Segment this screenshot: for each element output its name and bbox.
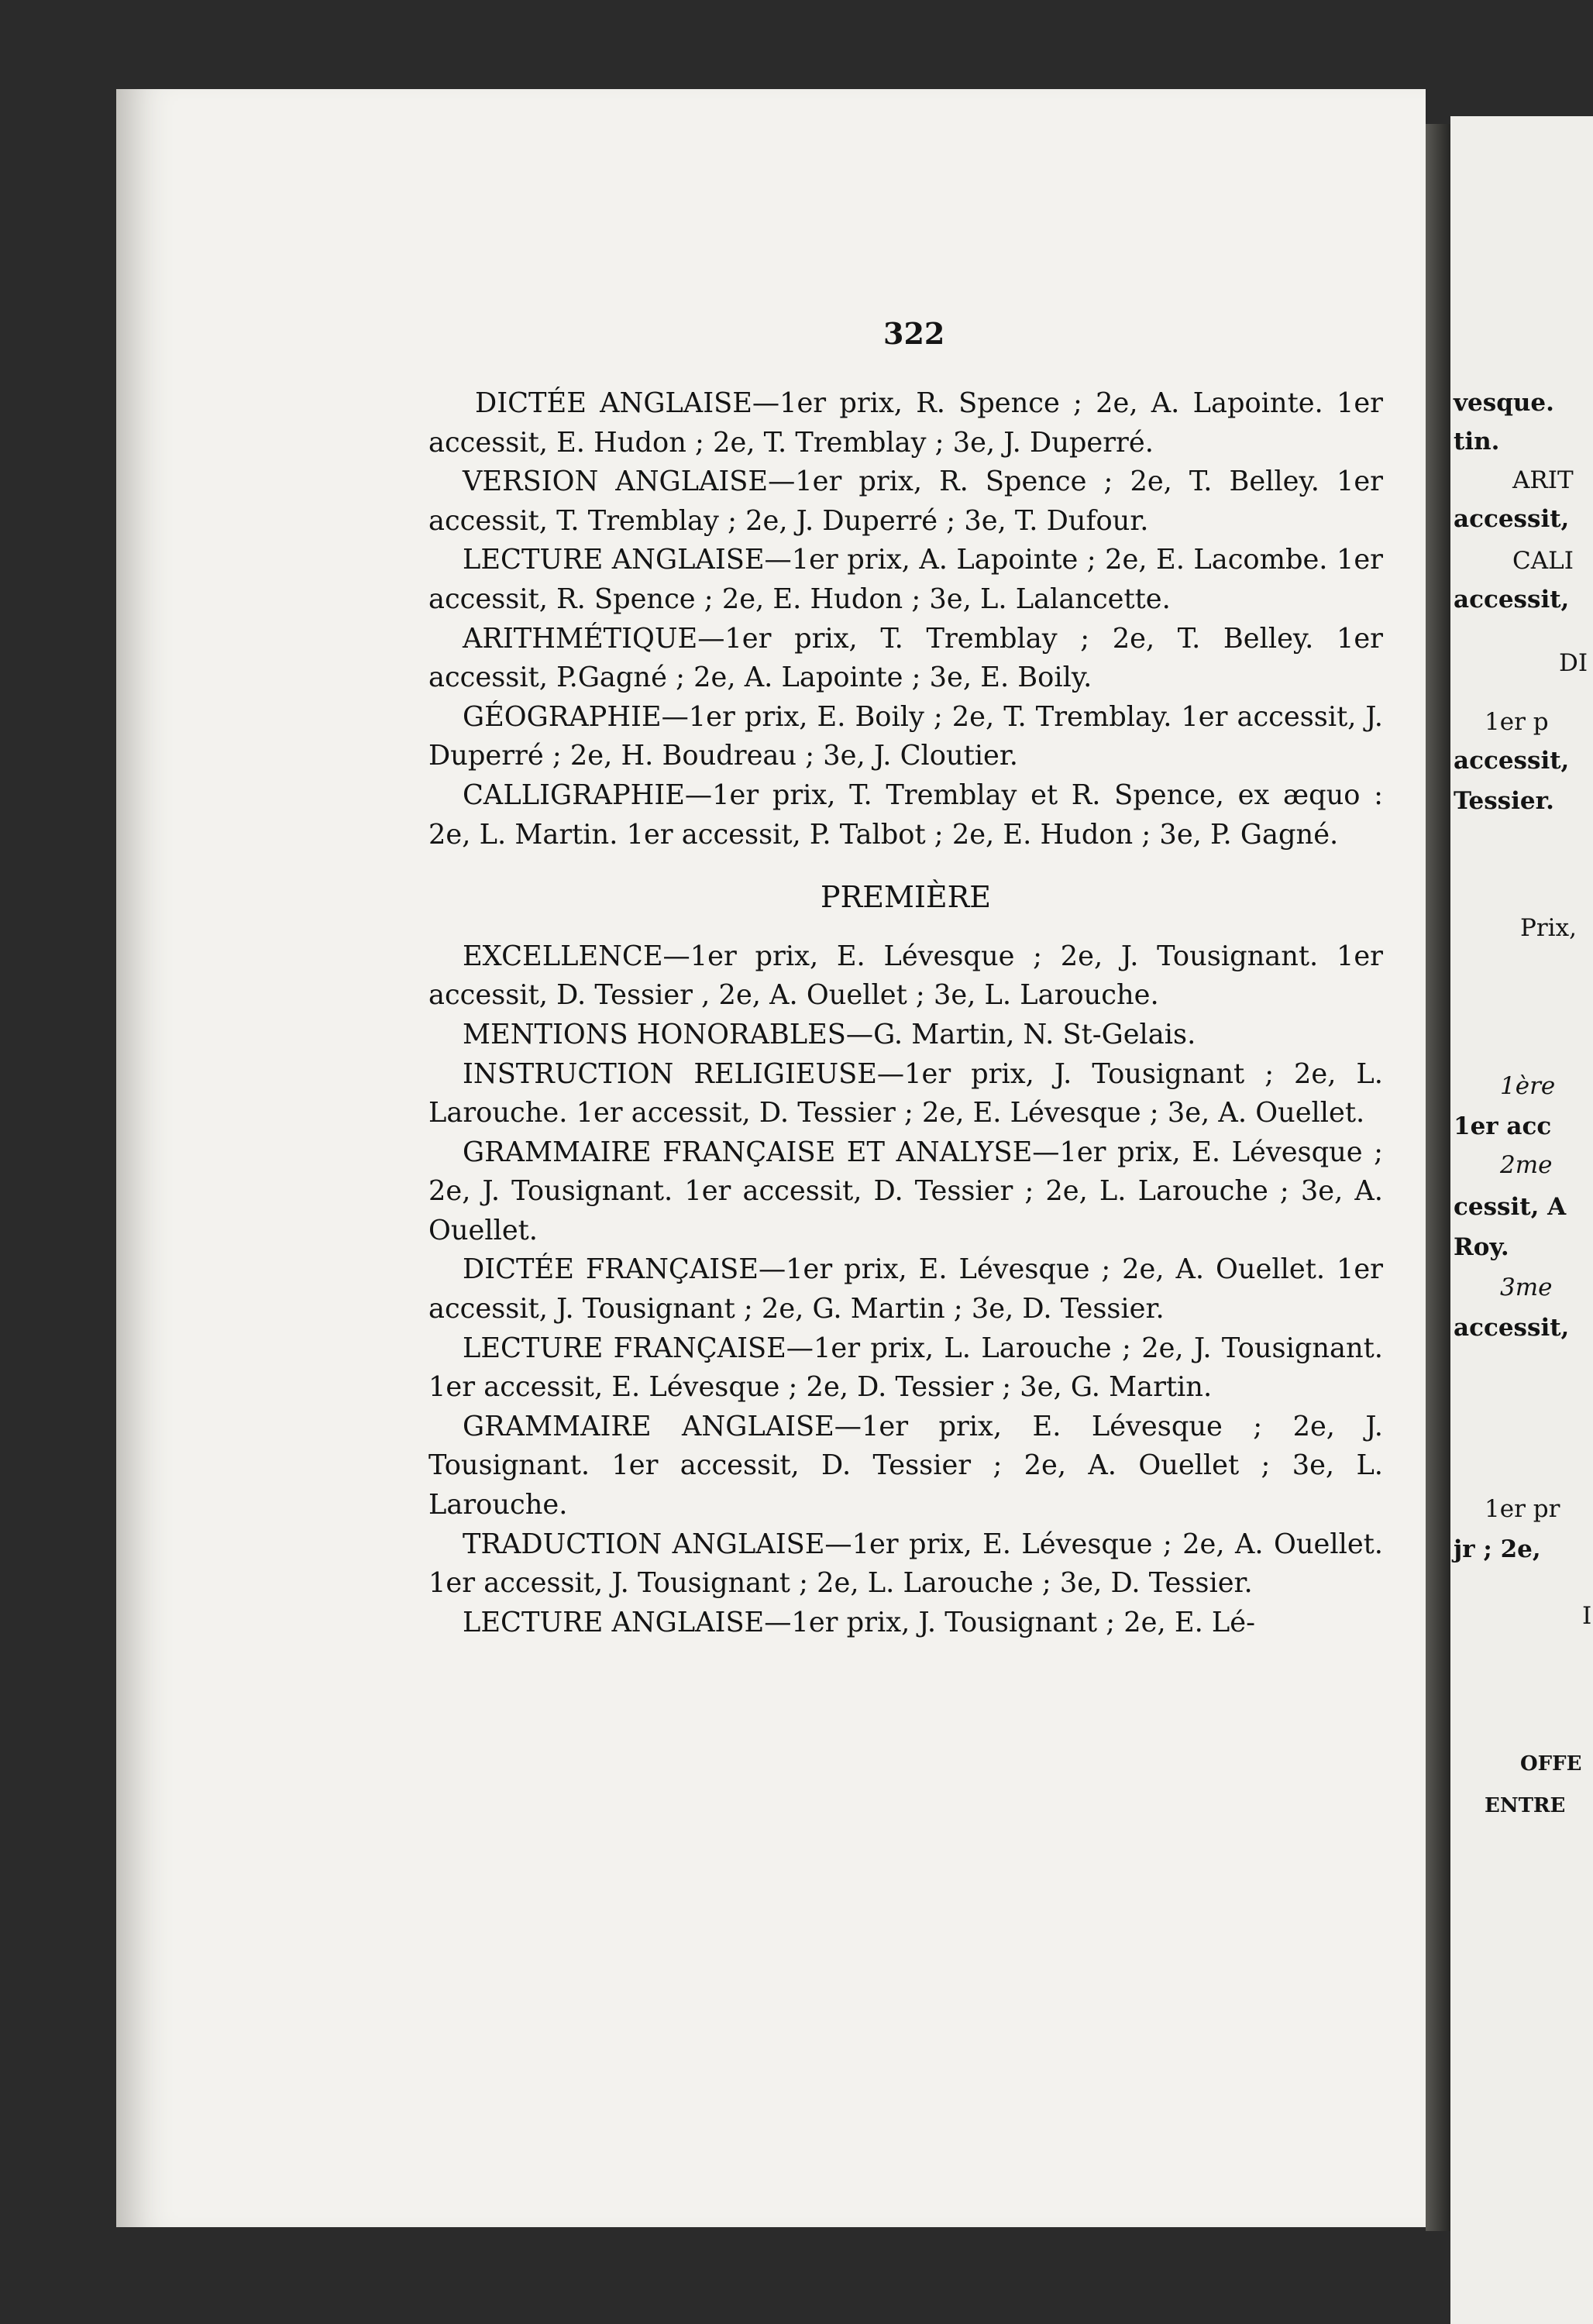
paragraph-mentions-honorables: MENTIONS HONORABLES—G. Martin, N. St-Gelais. bbox=[463, 1018, 1196, 1050]
next-page-fragment: 1er p bbox=[1485, 708, 1549, 736]
next-page-fragment: 1er acc bbox=[1454, 1112, 1552, 1140]
next-page-fragment: tin. bbox=[1454, 428, 1500, 456]
next-page-fragment: accessit, bbox=[1454, 586, 1570, 614]
paragraph-grammaire-anglaise: GRAMMAIRE ANGLAISE—1er prix, E. Lévesque ; 2e, J. Tousignant. 1er accessit, D. Tessier ; 2e, A. Ouellet ; 3e, L. Larouche. bbox=[428, 1410, 1383, 1521]
next-page-fragment: 1er pr bbox=[1485, 1495, 1560, 1523]
next-page-fragment: 3me bbox=[1500, 1274, 1553, 1301]
paragraph-version-anglaise: VERSION ANGLAISE—1er prix, R. Spence ; 2e, T. Belley. 1er accessit, T. Tremblay ; 2e, J. Duperré ; 3e, T. Dufour. bbox=[428, 466, 1383, 537]
next-page-fragment: ARIT bbox=[1512, 466, 1574, 494]
section-heading: PREMIÈRE bbox=[821, 880, 991, 915]
paragraph-dictee-francaise: DICTÉE FRANÇAISE—1er prix, E. Lévesque ; 2e, A. Ouellet. 1er accessit, J. Tousignant ; 2e, G. Martin ; 3e, D. Tessier. bbox=[428, 1253, 1383, 1325]
paragraph-grammaire-francaise: GRAMMAIRE FRANÇAISE ET ANALYSE—1er prix, E. Lévesque ; 2e, J. Tousignant. 1er accessit, D. Tessier ; 2e, L. Larouche ; 3e, A. Ouellet. bbox=[428, 1136, 1383, 1246]
paragraph-excellence: EXCELLENCE—1er prix, E. Lévesque ; 2e, J. Tousignant. 1er accessit, D. Tessier , 2e, A. Ouellet ; 3e, L. Larouche. bbox=[428, 940, 1383, 1012]
paragraph-instruction-religieuse: INSTRUCTION RELIGIEUSE—1er prix, J. Tousignant ; 2e, L. Larouche. 1er accessit, D. Tessier ; 2e, E. Lévesque ; 3e, A. Ouellet. bbox=[428, 1057, 1383, 1129]
paragraph-lecture-anglaise-2: LECTURE ANGLAISE—1er prix, J. Tousignant ; 2e, E. Lé- bbox=[463, 1606, 1256, 1638]
next-page-fragment: ENTRE bbox=[1485, 1794, 1566, 1817]
next-page-fragment: Prix, bbox=[1520, 914, 1577, 942]
next-page-fragment: DI bbox=[1559, 649, 1588, 677]
next-page-fragment: 1ère bbox=[1500, 1072, 1556, 1100]
next-page-fragment: 2me bbox=[1500, 1151, 1553, 1179]
next-page-fragment: OFFE bbox=[1520, 1752, 1582, 1776]
next-page-fragment: Tessier. bbox=[1454, 787, 1554, 815]
paragraph-lecture-anglaise: LECTURE ANGLAISE—1er prix, A. Lapointe ; 2e, E. Lacombe. 1er accessit, R. Spence ; 2e, E. Hudon ; 3e, L. Lalancette. bbox=[428, 544, 1383, 615]
next-page-fragment: cessit, A bbox=[1454, 1193, 1567, 1221]
next-page-fragment: accessit, bbox=[1454, 747, 1570, 775]
next-page-edge bbox=[1450, 116, 1593, 2324]
paragraph-geographie: GÉOGRAPHIE—1er prix, E. Boily ; 2e, T. Tremblay. 1er accessit, J. Duperré ; 2e, H. Boudreau ; 3e, J. Cloutier. bbox=[428, 700, 1383, 772]
next-page-fragment: I bbox=[1582, 1602, 1592, 1630]
paragraph-dictee-anglaise: DICTÉE ANGLAISE—1er prix, R. Spence ; 2e, A. Lapointe. 1er accessit, E. Hudon ; 2e, T. Tremblay ; 3e, J. Duperré. bbox=[428, 387, 1383, 459]
body-text bbox=[428, 384, 1383, 1642]
next-page-fragment: jr ; 2e, bbox=[1454, 1535, 1541, 1563]
next-page-fragment: vesque. bbox=[1454, 389, 1554, 417]
next-page-fragment: accessit, bbox=[1454, 1314, 1570, 1342]
paragraph-traduction-anglaise: TRADUCTION ANGLAISE—1er prix, E. Lévesque ; 2e, A. Ouellet. 1er accessit, J. Tousignant ; 2e, L. Larouche ; 3e, D. Tessier. bbox=[428, 1528, 1383, 1600]
next-page-fragment: accessit, bbox=[1454, 505, 1570, 533]
page-number: 322 bbox=[883, 316, 945, 351]
paragraph-arithmetique: ARITHMÉTIQUE—1er prix, T. Tremblay ; 2e, T. Belley. 1er accessit, P.Gagné ; 2e, A. Lapointe ; 3e, E. Boily. bbox=[428, 622, 1383, 694]
next-page-fragment: CALI bbox=[1512, 547, 1574, 575]
paragraph-lecture-francaise: LECTURE FRANÇAISE—1er prix, L. Larouche ; 2e, J. Tousignant. 1er accessit, E. Lévesque ; 2e, D. Tessier ; 3e, G. Martin. bbox=[428, 1332, 1383, 1404]
book-gutter bbox=[1426, 124, 1450, 2231]
paragraph-calligraphie: CALLIGRAPHIE—1er prix, T. Tremblay et R. Spence, ex æquo : 2e, L. Martin. 1er accessit, P. Talbot ; 2e, E. Hudon ; 3e, P. Gagné. bbox=[428, 779, 1383, 851]
next-page-fragment: Roy. bbox=[1454, 1233, 1509, 1261]
